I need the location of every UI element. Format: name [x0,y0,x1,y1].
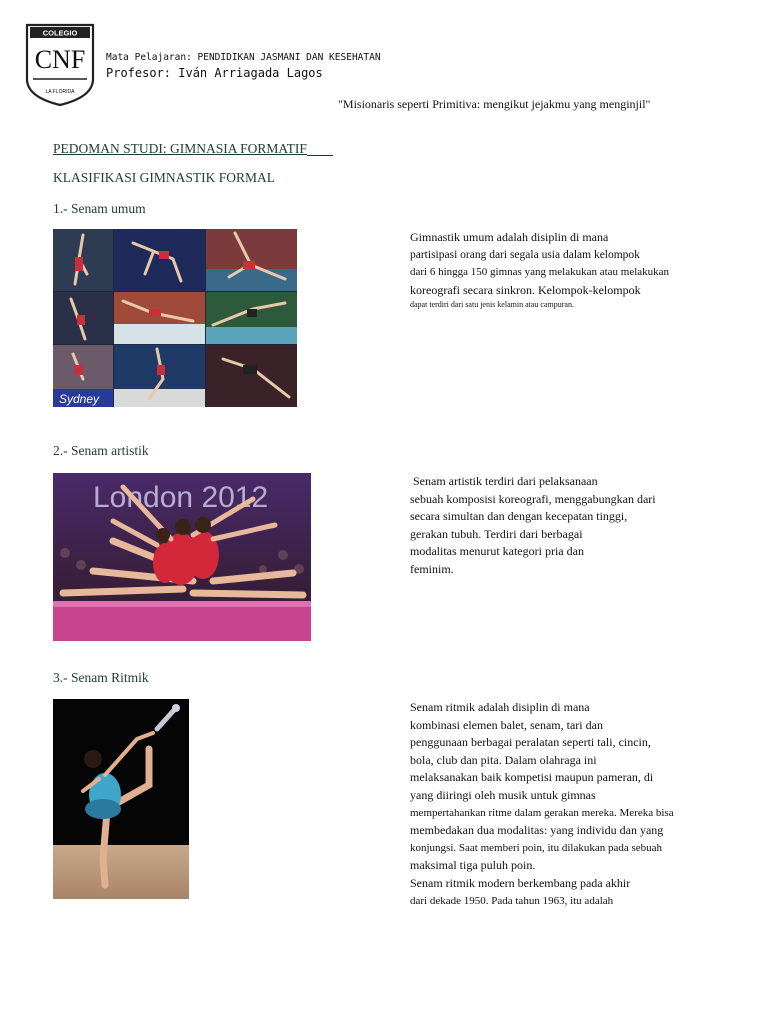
school-logo [25,23,95,107]
text-line: modalitas menurut kategori pria dan [410,544,584,559]
text-line: sebuah komposisi koreografi, menggabungkan dari [410,491,656,506]
general-gymnastics-photo-collage [53,229,297,407]
text-line: dari 6 hingga 150 gimnas yang melakukan atau melakukan [410,266,670,279]
artistic-gymnastics-photo [53,473,311,641]
text-line: kombinasi elemen balet, senam, tari dan [410,717,603,732]
section-text-artistic-gymnastics [410,473,656,579]
text-line: secara simultan dan dengan kecepatan tinggi, [410,509,628,524]
svg-text:Sydney: Sydney [59,392,100,406]
section-title-general-gymnastics: 1.- Senam umum [53,201,146,216]
text-line: konjungsi. Saat memberi poin, itu dilakukan pada sebuah [410,841,663,854]
text-line: bola, club dan pita. Dalam olahraga ini [410,752,597,767]
text-line: Gimnastik umum adalah disiplin di mana [410,230,609,244]
text-line: Senam ritmik adalah disiplin di mana [410,700,590,714]
text-line: maksimal tiga puluh poin. [410,858,536,873]
svg-text:COLEGIO: COLEGIO [42,28,78,38]
section-text-rhythmic-gymnastics [410,699,674,910]
section-text-general-gymnastics [410,229,669,311]
text-line: membedakan dua modalitas: yang individu dan yang [410,823,664,838]
school-motto: "Misionaris seperti Primitiva: mengikut jejakmu yang menginjil" [338,97,651,111]
section-title-artistic-gymnastics: 2.- Senam artistik [53,443,149,458]
text-line: feminim. [410,561,454,576]
text-line: melaksanakan baik kompetisi maupun pameran, di [410,770,654,785]
svg-text:LA FLORIDA: LA FLORIDA [45,89,75,95]
text-line: mempertahankan ritme dalam gerakan mereka. Mereka bisa [410,806,674,819]
subject-label: Mata Pelajaran: PENDIDIKAN JASMANI DAN KESEHATAN [106,52,381,63]
rhythmic-gymnastics-photo [53,699,189,899]
teacher-label: Profesor: Iván Arriagada Lagos [106,66,323,80]
classification-heading: KLASIFIKASI GIMNASTIK FORMAL [53,170,276,185]
text-line: Senam ritmik modern berkembang pada akhir [410,875,631,890]
text-line: dari dekade 1950. Pada tahun 1963, itu adalah [410,894,614,907]
text-line: penggunaan berbagai peralatan seperti tali, cincin, [410,735,651,750]
svg-text:CNF: CNF [34,45,86,74]
text-line: dapat terdiri dari satu jenis kelamin atau campuran. [410,300,574,310]
svg-text:London 2012: London 2012 [93,481,269,514]
guide-title: PEDOMAN STUDI: GIMNASIA FORMATIF [53,141,333,157]
text-line: yang diiringi oleh musik untuk gimnas [410,787,596,802]
text-line: gerakan tubuh. Terdiri dari berbagai [410,526,583,541]
text-line: Senam artistik terdiri dari pelaksanaan [410,474,598,488]
text-line: partisipasi orang dari segala usia dalam kelompok [410,248,640,261]
text-line: koreografi secara sinkron. Kelompok-kelompok [410,282,641,297]
section-title-rhythmic-gymnastics: 3.- Senam Ritmik [53,670,149,685]
